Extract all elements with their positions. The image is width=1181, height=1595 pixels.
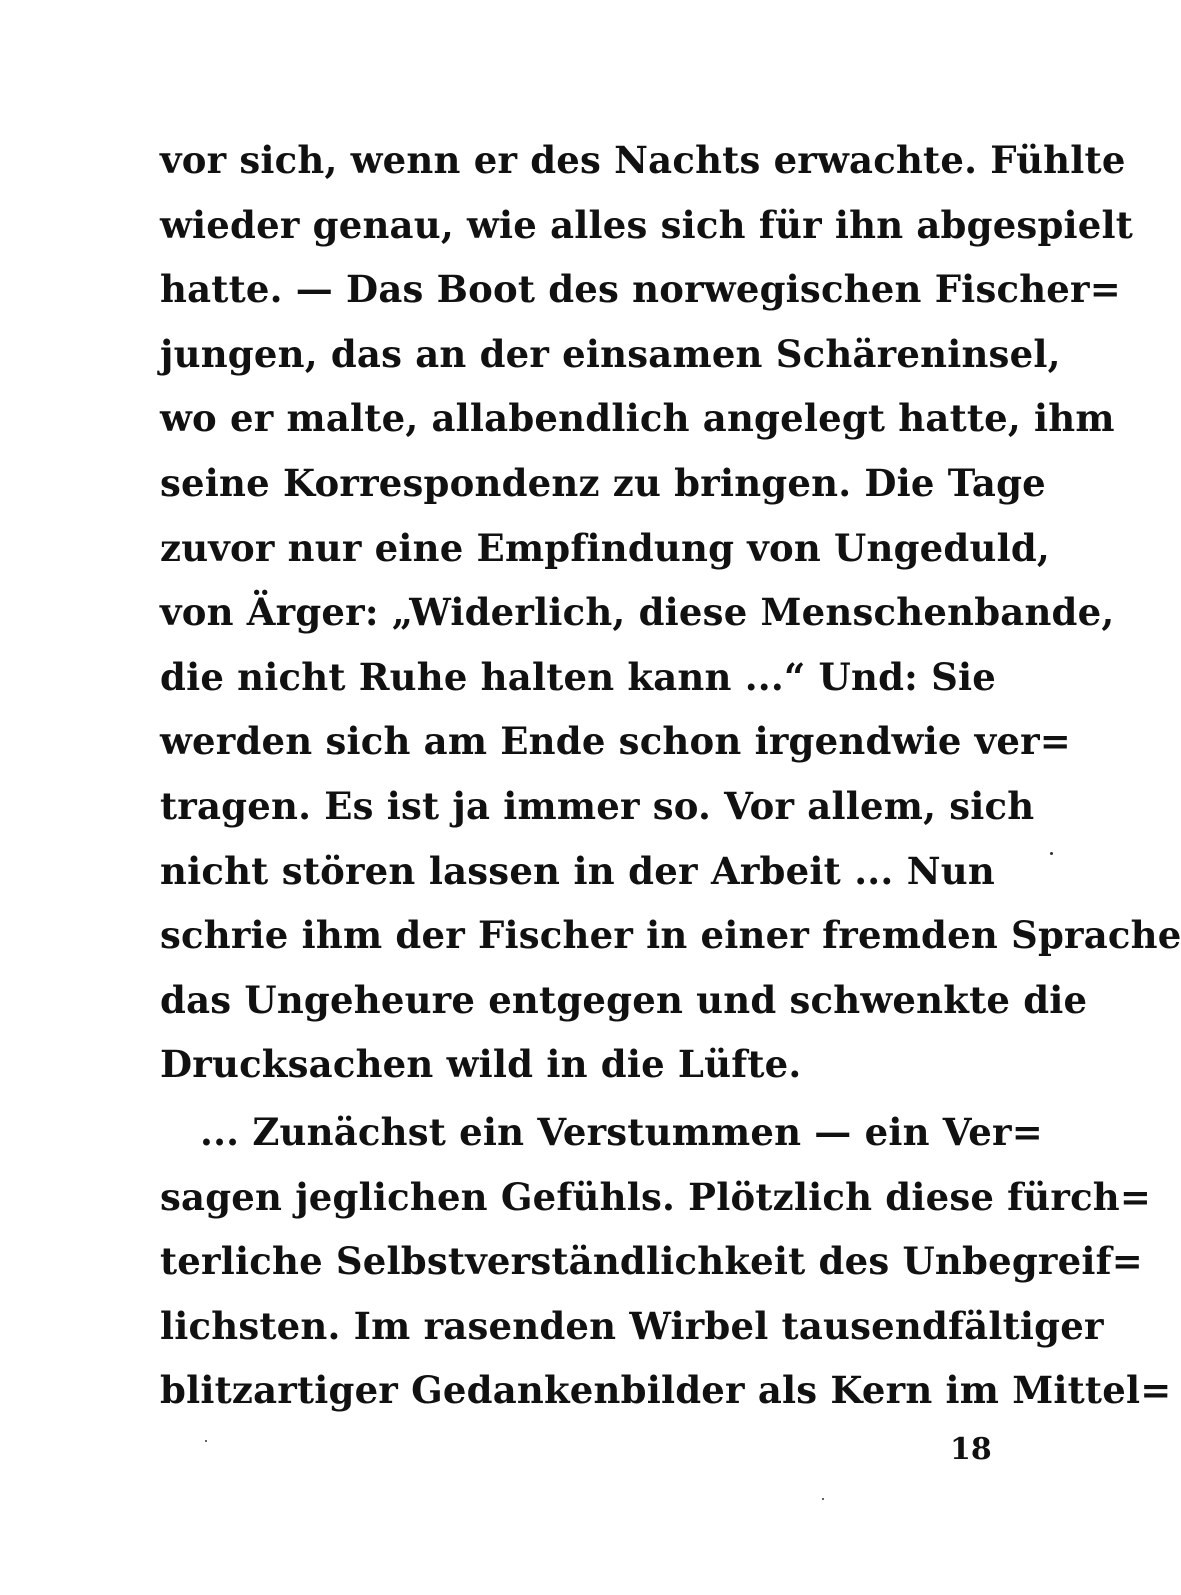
text-line: das Ungeheure entgegen und schwenkte die [160, 977, 1088, 1022]
text-line: von Ärger: „Widerlich, diese Menschenbande, [160, 590, 1115, 635]
text-line: blitzartiger Gedankenbilder als Kern im Mittel= [160, 1368, 1172, 1413]
text-line: zuvor nur eine Empfindung von Ungeduld, [160, 525, 1051, 570]
text-line: ... Zunächst ein Verstummen — ein Ver= [200, 1110, 1043, 1154]
text-line: seine Korrespondenz zu bringen. Die Tage [160, 460, 1046, 505]
page-number: 18 [950, 1432, 992, 1467]
scan-speck [205, 1440, 207, 1442]
text-line: sagen jeglichen Gefühls. Plötzlich diese fürch= [160, 1174, 1152, 1219]
text-line: vor sich, wenn er des Nachts erwachte. Fühlte [160, 138, 1126, 182]
text-line: terliche Selbstverständlichkeit des Unbegreif= [160, 1239, 1143, 1284]
text-line: nicht stören lassen in der Arbeit ... Nun [160, 848, 995, 893]
scan-speck [1050, 852, 1053, 855]
text-line: wieder genau, wie alles sich für ihn abgespielt [160, 202, 1134, 247]
scan-speck [822, 1498, 824, 1500]
text-line: lichsten. Im rasenden Wirbel tausendfältiger [160, 1303, 1104, 1348]
paragraph-2 [160, 1100, 1172, 1423]
text-line: schrie ihm der Fischer in einer fremden Sprache [160, 913, 1181, 958]
text-line: Drucksachen wild in die Lüfte. [160, 1042, 802, 1087]
text-line: jungen, das an der einsamen Schäreninsel, [160, 331, 1061, 376]
text-line: die nicht Ruhe halten kann ...“ Und: Sie [160, 654, 997, 699]
text-line: wo er malte, allabendlich angelegt hatte, ihm [160, 396, 1115, 441]
text-line: tragen. Es ist ja immer so. Vor allem, sich [160, 783, 1035, 828]
text-line: werden sich am Ende schon irgendwie ver= [160, 719, 1071, 764]
paragraph-1 [160, 128, 1181, 1097]
text-line: hatte. — Das Boot des norwegischen Fischer= [160, 267, 1121, 312]
